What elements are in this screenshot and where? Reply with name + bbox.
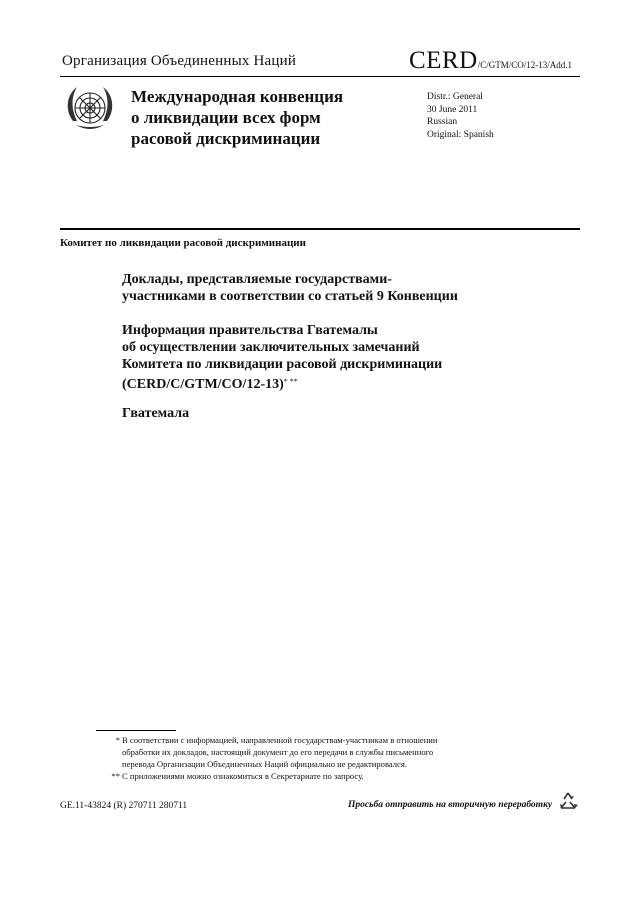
committee-name: Комитет по ликвидации расовой дискриминации [60,237,306,249]
recycle-icon [557,790,579,812]
document-symbol-main: CERD [409,47,478,74]
footnote-line: В соответствии с информацией, направленной государствам-участникам в отношении [122,735,438,745]
distribution-block [427,91,494,141]
convention-title-line: о ликвидации всех форм [131,108,321,127]
footnote-mark: ** [111,771,120,781]
footnote [111,770,542,782]
report-heading [122,271,542,305]
information-heading-line: Комитета по ликвидации расовой дискриминации [122,357,443,372]
country-name: Гватемала [122,406,190,421]
footnote-line: обработки их докладов, настоящий документ до его передачи в службы письменного [122,747,434,757]
information-heading-line: (CERD/C/GTM/CO/12-13) [122,377,284,392]
footnote-line: перевода Организации Объединенных Наций официально не редактировался. [122,759,407,769]
footnote-rule [96,730,176,731]
footnote-mark: * [115,735,120,745]
section-rule [60,228,580,230]
footnote [115,734,542,770]
document-symbol [409,47,572,75]
report-heading-line: Доклады, представляемые государствами- [122,272,392,287]
information-heading [122,322,542,393]
distribution-date: 30 June 2011 [427,104,478,115]
footnote-line: С приложениями можно ознакомиться в Секретариате по запросу. [122,771,364,781]
organization-name: Организация Объединенных Наций [62,53,297,69]
distribution-language: Russian [427,117,458,127]
distribution-original: Original: Spanish [427,129,494,140]
information-heading-line: Информация правительства Гватемалы [122,323,378,338]
convention-title-line: расовой дискриминации [131,129,321,148]
recycle-note: Просьба отправить на вторичную переработку [348,800,553,810]
convention-title [131,86,391,149]
footnote-marks: * ** [283,377,298,386]
report-heading-line: участниками в соответствии со статьей 9 Конвенции [122,289,458,304]
un-emblem-icon [63,81,117,135]
document-symbol-suffix: /C/GTM/CO/12-13/Add.1 [477,60,572,70]
header-rule [60,76,580,77]
information-heading-line: об осуществлении заключительных замечаний [122,340,420,355]
document-number: GE.11-43824 (R) 270711 280711 [60,801,188,811]
distribution-line: Distr.: General [427,92,483,102]
convention-title-line: Международная конвенция [131,87,344,106]
